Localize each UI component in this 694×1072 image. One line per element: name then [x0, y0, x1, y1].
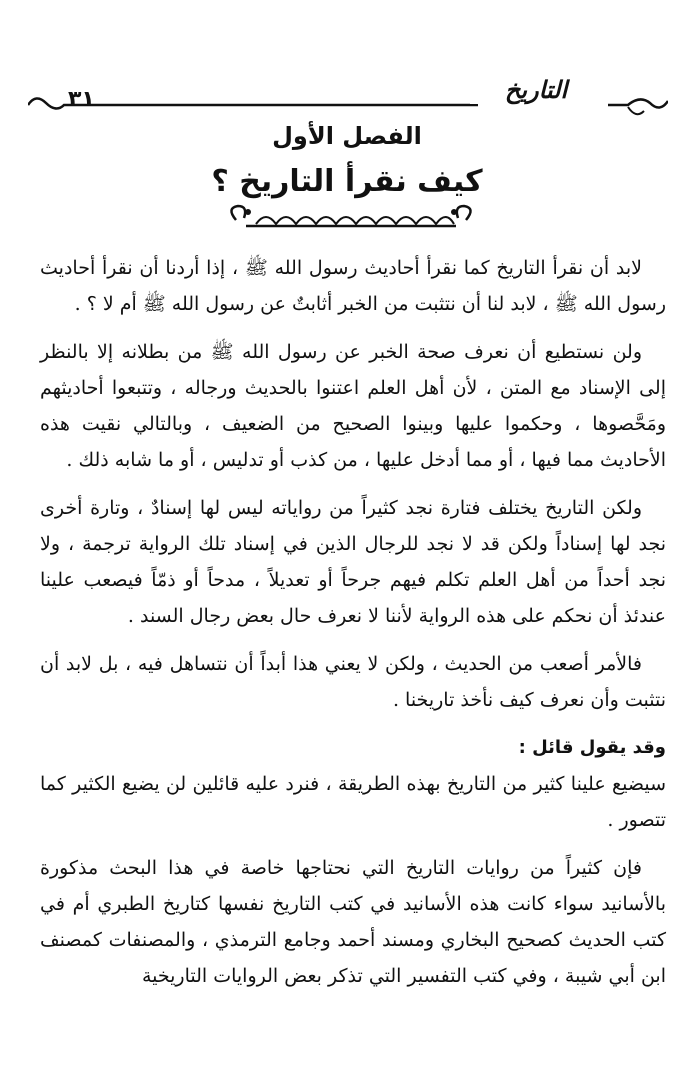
page-number: ٣١ — [68, 87, 95, 112]
running-title: التاريخ — [470, 75, 602, 104]
title-ornament — [226, 200, 476, 234]
paragraph-4: فالأمر أصعب من الحديث ، ولكن لا يعني هذا أبداً أن نتساهل فيه ، بل لابد أن نتثبت وأن نعرف كيف نأخذ تاريخنا . — [40, 653, 666, 711]
paragraph-3: ولكن التاريخ يختلف فتارة نجد كثيراً من رواياته ليس لها إسنادٌ ، وتارة أخرى نجد لها إسناداً ولكن قد لا نجد للرجال الذين في إسناد تلك الرواية ترجمة ، ولا نجد أحداً من أهل العلم تكلم فيهم جرحاً أو تعديلاً ، مدحاً أو ذمّاً فيصعب علينا عندئذ أن نحكم على هذه الرواية لأننا لا نعرف حال بعض رجال السند . — [40, 497, 666, 627]
paragraph-1: لابد أن نقرأ التاريخ كما نقرأ أحاديث رسول الله ﷺ ، إذا أردنا أن نقرأ أحاديث رسول الله ﷺ ، لابد لنا أن نتثبت من الخبر أثابتٌ عن رسول الله ﷺ أم لا ؟ . — [40, 257, 666, 315]
paragraph-2: ولن نستطيع أن نعرف صحة الخبر عن رسول الله ﷺ من بطلانه إلا بالنظر إلى الإسناد مع المتن ، لأن أهل العلم اعتنوا بالحديث ورجاله ، وتتبعوا أحاديثهم ومَحَّصوها ، وحكموا عليها وبينوا الصحيح من الضعيف ، وبالتالي نقيت هذه الأحاديث مما فيها ، أو مما أدخل عليها ، من كذب أو تدليس ، أو ما شابه ذلك . — [40, 341, 666, 471]
chapter-title: كيف نقرأ التاريخ ؟ — [211, 164, 483, 199]
closing-paragraph: فإن كثيراً من روايات التاريخ التي نحتاجها خاصة في هذا البحث مذكورة بالأسانيد سواء كانت هذه الأسانيد في كتب التاريخ نفسها كتاريخ الطبري أم في كتب الحديث كصحيح البخاري ومسند أحمد وجامع الترمذي ، والمصنفات كمصنف ابن أبي شيبة ، وفي كتب التفسير التي تذكر بعض الروايات التاريخية — [40, 857, 666, 987]
objection-heading: وقد يقول قائل : — [518, 737, 666, 758]
chapter-label: الفصل الأول — [272, 122, 422, 150]
body-text — [40, 250, 666, 1006]
page-header — [0, 55, 694, 125]
objection-text: سيضيع علينا كثير من التاريخ بهذه الطريقة ، فنرد عليه قائلين لن يضيع الكثير كما تتصور . — [40, 773, 666, 831]
